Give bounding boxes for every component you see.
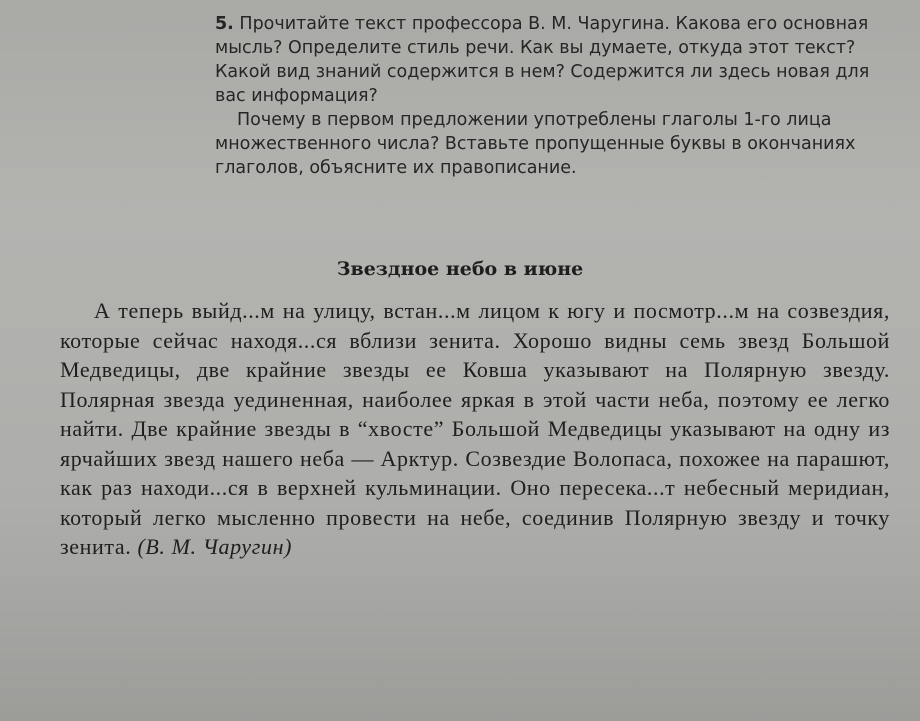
exercise-task [215,12,895,180]
text-title: Звездное небо в июне [336,258,584,280]
exercise-text [60,296,890,562]
task-paragraph-2: Почему в первом предложении употреблены глаголы 1-го лица множественного числа? Вставьте пропущенные буквы в окончаниях глаголов, объясните их правописание. [215,110,856,178]
exercise-number: 5. [215,14,234,34]
text-paragraph [60,296,890,562]
task-paragraph-1 [215,12,895,108]
text-author: (В. М. Чаругин) [137,534,293,559]
task-text-1: Прочитайте текст профессора В. М. Чаругина. Какова его основная мысль? Определите стиль речи. Как вы думаете, откуда этот текст? Какой вид знаний содержится в нем? Содержится ли здесь новая для вас информация? [215,14,870,106]
text-body: А теперь выйд...м на улицу, встан...м лицом к югу и посмотр...м на созвездия, которые сейчас находя...ся вблизи зенита. Хорошо видны семь звезд Большой Медведицы, две крайние звезды ее Ковша указывают на Полярную звезду. Полярная звезда уединенная, наиболее яркая в этой части неба, поэтому ее легко найти. Две крайние звезды в “хвосте” Большой Медведицы указывают на одну из ярчайших звезд нашего неба — Арктур. Созвездие Волопаса, похожее на парашют, как раз находи...ся в верхней кульминации. Оно пересека...т небесный меридиан, который легко мысленно провести на небе, соединив Полярную звезду и точку зенита. [60,298,890,559]
